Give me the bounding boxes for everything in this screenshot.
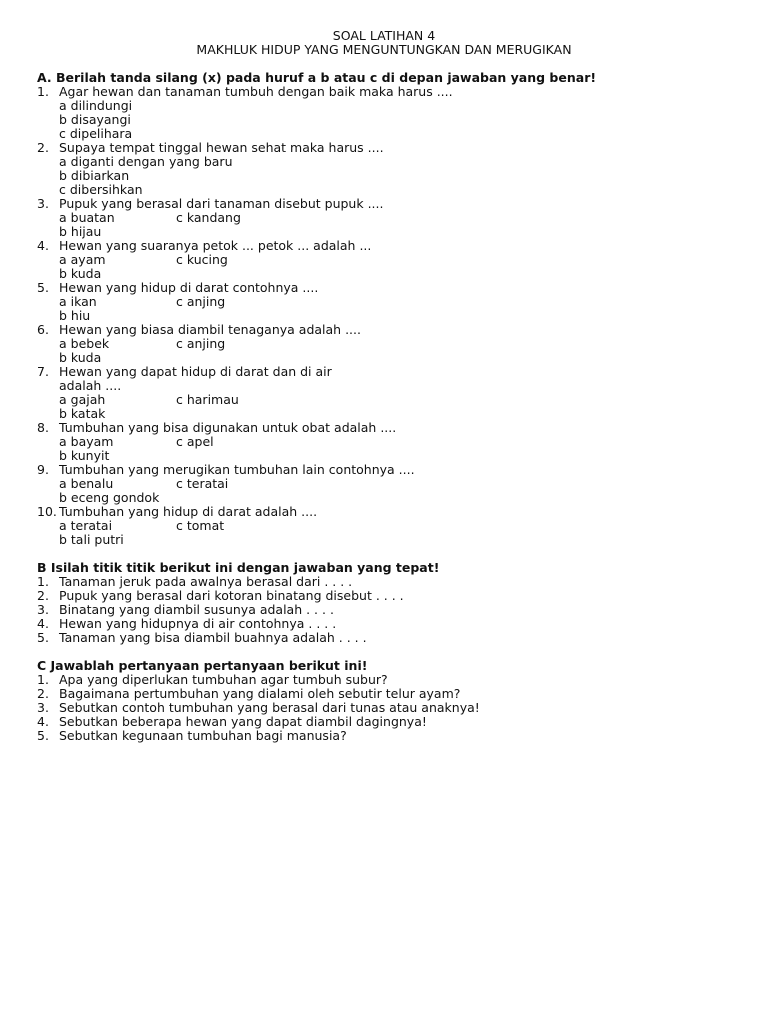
option-b [37, 491, 737, 505]
question-number: 7. [37, 364, 49, 379]
option-b-text: b dibiarkan [59, 168, 130, 183]
item-text: Binatang yang diambil susunya adalah . . . . [59, 602, 334, 617]
item-number: 5. [37, 728, 49, 743]
section-c-heading: C Jawablah pertanyaan pertanyaan berikut ini! [37, 658, 368, 673]
option-c [37, 183, 737, 197]
option-row-ac [37, 337, 737, 351]
question-number: 6. [37, 322, 49, 337]
question-text: Tumbuhan yang hidup di darat adalah .... [59, 504, 318, 519]
option-row-ac [37, 435, 737, 449]
fill-item-1 [37, 575, 737, 589]
option-row-ac [37, 211, 737, 225]
question-6 [37, 323, 737, 337]
option-b [37, 449, 737, 463]
option-a-text: a teratai [59, 518, 113, 533]
option-b [37, 351, 737, 365]
option-b-text: b hijau [59, 224, 102, 239]
option-b-text: b hiu [59, 308, 91, 323]
question-text: Tumbuhan yang merugikan tumbuhan lain contohnya .... [59, 462, 415, 477]
question-2 [37, 141, 737, 155]
question-number: 3. [37, 196, 49, 211]
item-text: Tanaman yang bisa diambil buahnya adalah . . . . [59, 630, 367, 645]
question-number: 4. [37, 238, 49, 253]
option-b-text: b katak [59, 406, 106, 421]
option-row-ac [37, 295, 737, 309]
option-b [37, 225, 737, 239]
option-c [37, 127, 737, 141]
option-a-text: a buatan [59, 210, 115, 225]
question-7-continued [37, 379, 737, 393]
fill-item-2 [37, 589, 737, 603]
option-a-text: a ayam [59, 252, 106, 267]
option-b [37, 533, 737, 547]
option-c-text: c dipelihara [59, 126, 133, 141]
question-number: 10. [37, 504, 57, 519]
essay-item-1 [37, 673, 737, 687]
option-b [37, 169, 737, 183]
fill-item-3 [37, 603, 737, 617]
essay-item-3 [37, 701, 737, 715]
worksheet-subtitle: MAKHLUK HIDUP YANG MENGUNTUNGKAN DAN MERUGIKAN [196, 42, 572, 57]
option-row-ac [37, 253, 737, 267]
section-spacer [37, 547, 737, 561]
item-number: 4. [37, 616, 49, 631]
section-spacer [37, 645, 737, 659]
option-b [37, 267, 737, 281]
option-a-text: a bayam [59, 434, 114, 449]
question-text: Pupuk yang berasal dari tanaman disebut pupuk .... [59, 196, 384, 211]
question-1 [37, 85, 737, 99]
question-text: Tumbuhan yang bisa digunakan untuk obat adalah .... [59, 420, 397, 435]
question-8 [37, 421, 737, 435]
option-c-text: c kandang [176, 210, 241, 225]
question-3 [37, 197, 737, 211]
option-b [37, 407, 737, 421]
essay-item-2 [37, 687, 737, 701]
item-text: Hewan yang hidupnya di air contohnya . . . . [59, 616, 337, 631]
question-text: Hewan yang suaranya petok ... petok ... adalah ... [59, 238, 372, 253]
item-text: Pupuk yang berasal dari kotoran binatang disebut . . . . [59, 588, 404, 603]
question-number: 9. [37, 462, 49, 477]
option-c-text: c teratai [176, 476, 229, 491]
worksheet-title: SOAL LATIHAN 4 [332, 28, 436, 43]
item-number: 1. [37, 672, 49, 687]
option-a [37, 99, 737, 113]
worksheet-content [37, 71, 737, 743]
option-a [37, 155, 737, 169]
option-b-text: b kuda [59, 266, 102, 281]
question-text-continued: adalah .... [59, 378, 122, 393]
essay-item-4 [37, 715, 737, 729]
option-row-ac [37, 519, 737, 533]
option-a-text: a gajah [59, 392, 106, 407]
section-b-heading: B Isilah titik titik berikut ini dengan jawaban yang tepat! [37, 560, 440, 575]
question-text: Hewan yang hidup di darat contohnya .... [59, 280, 319, 295]
item-text: Apa yang diperlukan tumbuhan agar tumbuh subur? [59, 672, 388, 687]
item-text: Sebutkan beberapa hewan yang dapat diambil dagingnya! [59, 714, 427, 729]
option-a-text: a benalu [59, 476, 114, 491]
question-5 [37, 281, 737, 295]
item-text: Bagaimana pertumbuhan yang dialami oleh sebutir telur ayam? [59, 686, 461, 701]
item-number: 2. [37, 588, 49, 603]
option-c-text: c anjing [176, 294, 226, 309]
question-7 [37, 365, 737, 379]
question-number: 8. [37, 420, 49, 435]
item-number: 5. [37, 630, 49, 645]
option-a-text: a dilindungi [59, 98, 133, 113]
option-b-text: b kuda [59, 350, 102, 365]
item-number: 3. [37, 700, 49, 715]
option-b [37, 113, 737, 127]
option-c-text: c dibersihkan [59, 182, 143, 197]
section-a-heading: A. Berilah tanda silang (x) pada huruf a b atau c di depan jawaban yang benar! [37, 70, 597, 85]
option-b-text: b eceng gondok [59, 490, 160, 505]
option-c-text: c apel [176, 434, 214, 449]
option-a-text: a diganti dengan yang baru [59, 154, 233, 169]
option-c-text: c harimau [176, 392, 239, 407]
option-b-text: b kunyit [59, 448, 110, 463]
option-b-text: b disayangi [59, 112, 131, 127]
item-text: Sebutkan kegunaan tumbuhan bagi manusia? [59, 728, 347, 743]
item-number: 4. [37, 714, 49, 729]
option-a-text: a bebek [59, 336, 110, 351]
question-number: 5. [37, 280, 49, 295]
item-text: Sebutkan contoh tumbuhan yang berasal dari tunas atau anaknya! [59, 700, 480, 715]
question-9 [37, 463, 737, 477]
question-text: Agar hewan dan tanaman tumbuh dengan baik maka harus .... [59, 84, 453, 99]
question-text: Hewan yang biasa diambil tenaganya adalah .... [59, 322, 361, 337]
item-number: 3. [37, 602, 49, 617]
option-a-text: a ikan [59, 294, 97, 309]
option-c-text: c tomat [176, 518, 225, 533]
item-text: Tanaman jeruk pada awalnya berasal dari . . . . [59, 574, 353, 589]
item-number: 2. [37, 686, 49, 701]
question-4 [37, 239, 737, 253]
question-text: Supaya tempat tinggal hewan sehat maka harus .... [59, 140, 384, 155]
question-text: Hewan yang dapat hidup di darat dan di air [59, 364, 332, 379]
option-b [37, 309, 737, 323]
fill-item-5 [37, 631, 737, 645]
option-b-text: b tali putri [59, 532, 124, 547]
question-number: 1. [37, 84, 49, 99]
question-number: 2. [37, 140, 49, 155]
fill-item-4 [37, 617, 737, 631]
option-row-ac [37, 393, 737, 407]
question-10 [37, 505, 737, 519]
option-c-text: c kucing [176, 252, 228, 267]
item-number: 1. [37, 574, 49, 589]
option-row-ac [37, 477, 737, 491]
option-c-text: c anjing [176, 336, 226, 351]
essay-item-5 [37, 729, 737, 743]
